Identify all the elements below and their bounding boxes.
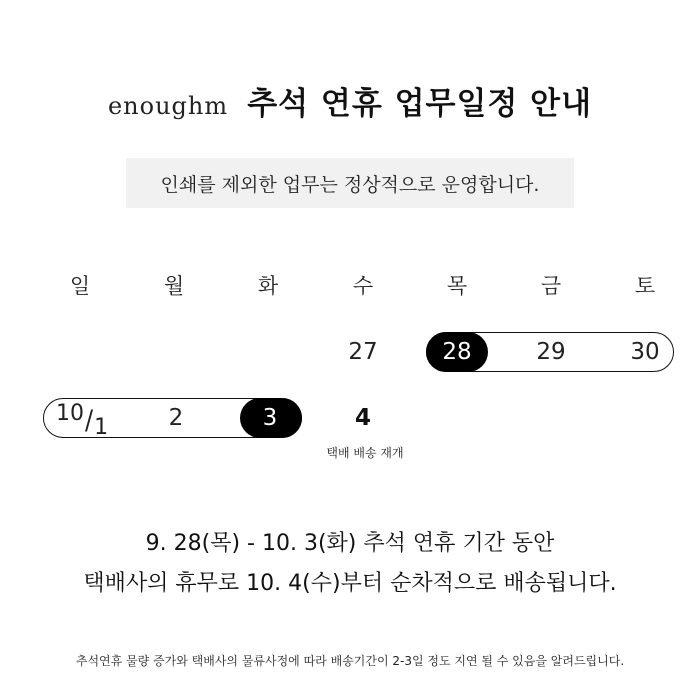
notice-box (126, 158, 574, 208)
message-line-1: 9. 28(목) - 10. 3(화) 추석 연휴 기간 동안 (145, 531, 555, 556)
page-title (0, 78, 700, 123)
date-month: 10 (56, 401, 84, 426)
date-3: 3 (262, 405, 278, 431)
date-4: 4 (354, 405, 371, 431)
resume-note: 택배 배송 재개 (326, 446, 404, 460)
title-heading: 추석 연휴 업무일정 안내 (247, 86, 593, 122)
weekday-tue: 화 (257, 274, 279, 298)
message-line-2: 택배사의 휴무로 10. 4(수)부터 순차적으로 배송됩니다. (83, 571, 617, 596)
date-28: 28 (442, 339, 472, 365)
weekday-sun: 일 (69, 274, 91, 298)
weekday-fri: 금 (540, 274, 562, 298)
date-oct-1: 10/1 (56, 401, 109, 440)
date-2: 2 (168, 405, 184, 431)
weekday-mon: 월 (163, 274, 185, 298)
date-30: 30 (630, 339, 660, 365)
date-day-1: 1 (94, 415, 109, 440)
notice-text: 인쇄를 제외한 업무는 정상적으로 운영합니다. (160, 173, 540, 196)
date-29: 29 (536, 339, 566, 365)
date-27: 27 (348, 339, 378, 365)
footnote: 추석연휴 물량 증가와 택배사의 물류사정에 따라 배송기간이 2-3일 정도 지연 될 수 있음을 알려드립니다. (75, 654, 625, 668)
weekday-sat: 토 (634, 274, 656, 298)
weekday-thu: 목 (446, 274, 468, 298)
weekday-wed: 수 (352, 274, 374, 298)
brand-logo: enoughm (107, 92, 229, 120)
